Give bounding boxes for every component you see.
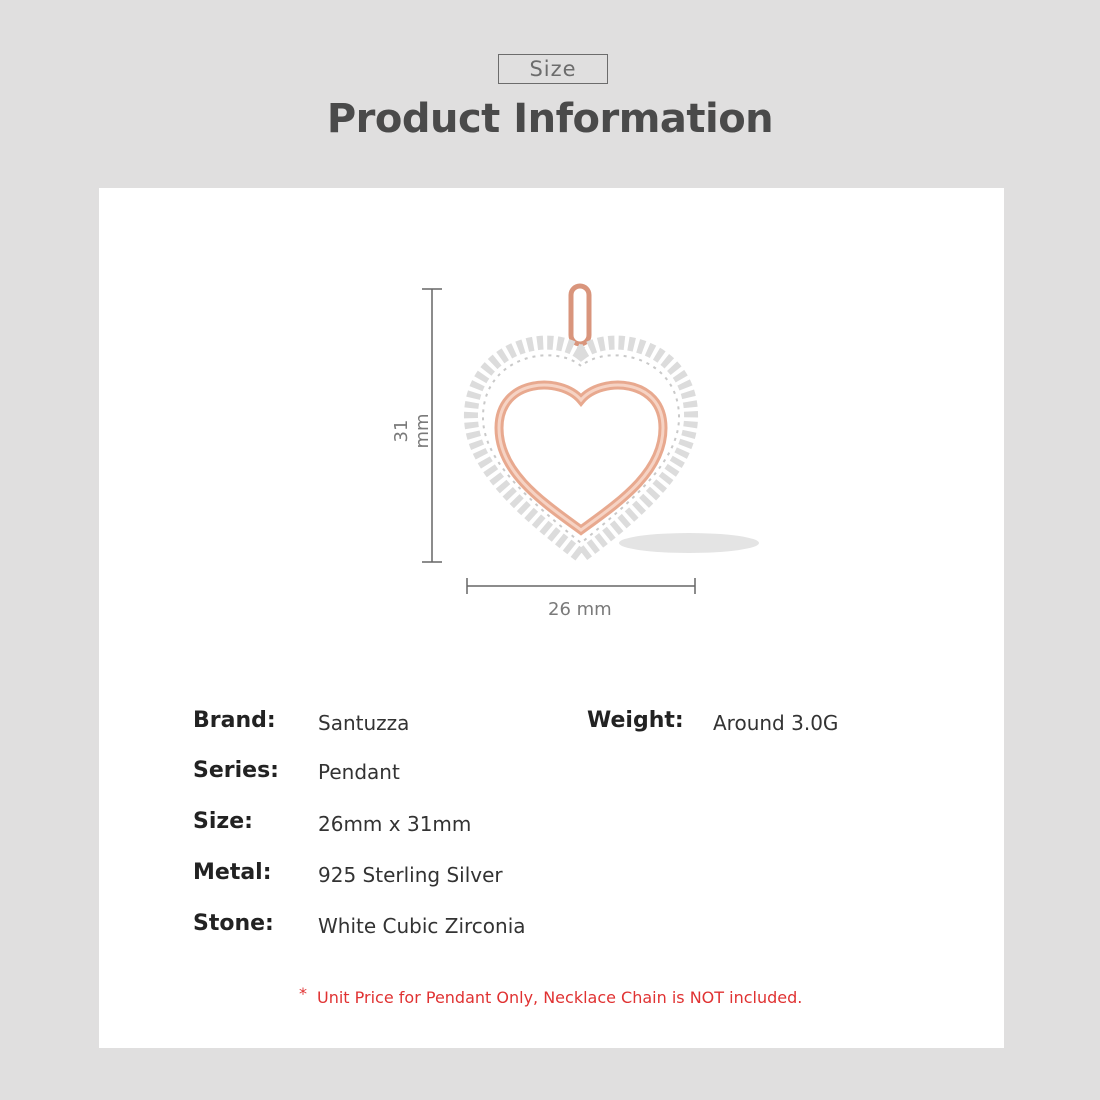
- metal-value: 925 Sterling Silver: [318, 863, 503, 887]
- weight-value: Around 3.0G: [713, 711, 839, 735]
- height-label: 31 mm: [391, 413, 433, 449]
- brand-label: Brand:: [193, 708, 276, 733]
- stone-value: White Cubic Zirconia: [318, 914, 526, 938]
- size-label: Size:: [193, 809, 253, 834]
- brand-value: Santuzza: [318, 711, 410, 735]
- stone-label: Stone:: [193, 911, 274, 936]
- series-label: Series:: [193, 758, 279, 783]
- series-value: Pendant: [318, 760, 400, 784]
- width-label: 26 mm: [548, 599, 612, 620]
- note-asterisk: *: [299, 984, 307, 1003]
- size-value: 26mm x 31mm: [318, 812, 472, 836]
- size-tag: Size: [498, 54, 608, 84]
- price-note: Unit Price for Pendant Only, Necklace Chain is NOT included.: [317, 988, 803, 1007]
- page-title: Product Information: [326, 96, 774, 142]
- width-dimension-line: [467, 578, 695, 594]
- weight-label: Weight:: [587, 708, 684, 733]
- metal-label: Metal:: [193, 860, 272, 885]
- heart-pendant-icon: [471, 286, 759, 556]
- product-card: [99, 188, 1004, 1048]
